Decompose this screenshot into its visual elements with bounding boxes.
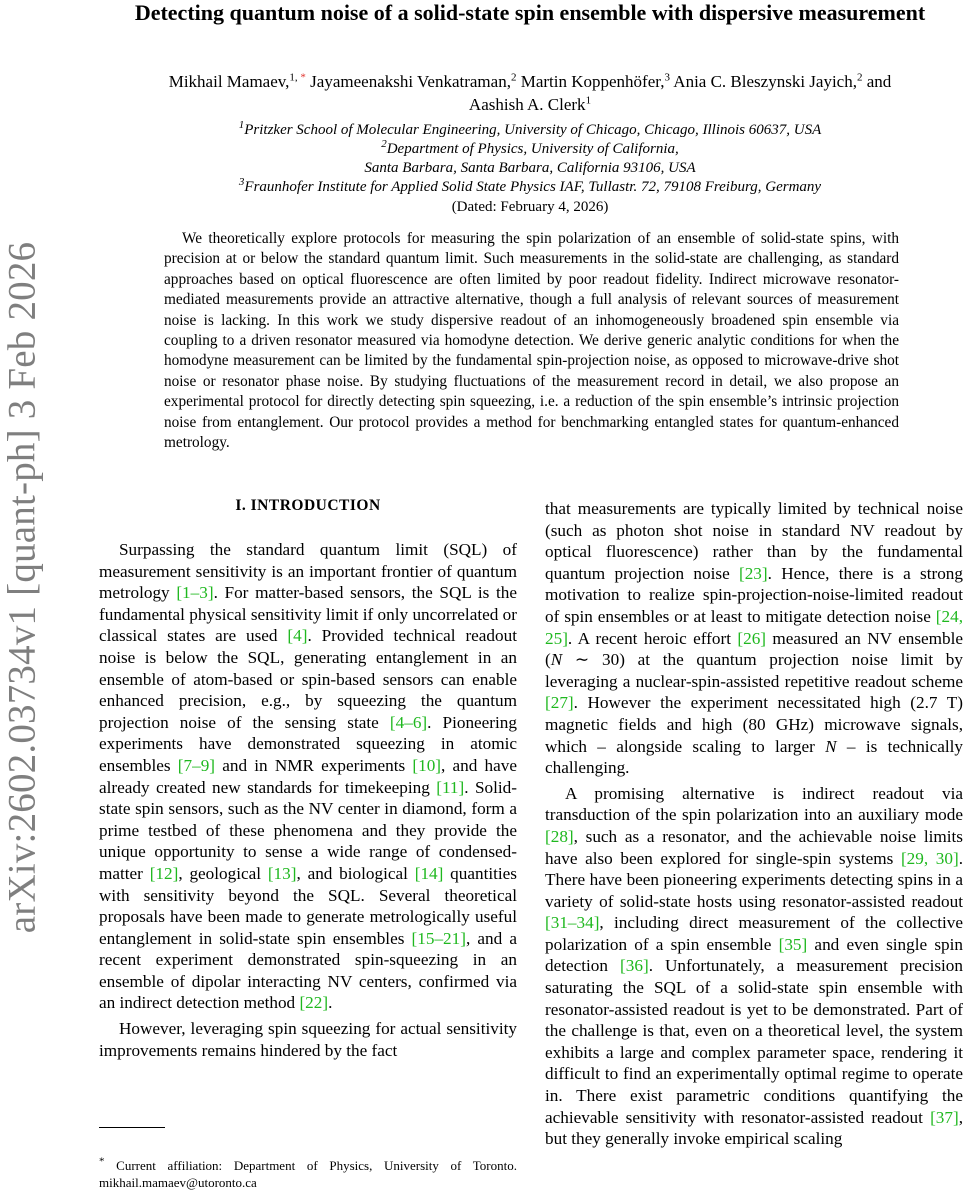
text-run: – is technically challenging.	[545, 736, 963, 778]
citation-link[interactable]: [31–34]	[545, 913, 600, 933]
text-run: that measurements are typically limited by technical noise (such as photon shot noise in standard NV readout by optical fluorescence) rather than by the fundamental quantum projection noise	[545, 499, 963, 583]
citation-link[interactable]: [37]	[930, 1107, 959, 1127]
text-run: Surpassing the standard quantum limit (SQL) of measurement sensitivity is an important frontier of quantum metrology	[99, 540, 517, 603]
author-list	[150, 70, 910, 116]
right-paragraph-1	[545, 498, 963, 779]
citation-link[interactable]: [1–3]	[176, 583, 214, 603]
text-run: , including direct measurement of the collective polarization of a spin ensemble	[545, 913, 963, 954]
text-run: ∼ 30) at the quantum projection noise limit by leveraging a nuclear-spin-assisted repetitive readout scheme	[545, 650, 963, 691]
citation-link[interactable]: [26]	[737, 628, 767, 648]
citation-link[interactable]: [36]	[620, 956, 649, 976]
text-run: , and biological	[296, 863, 415, 883]
citation-link[interactable]: [4–6]	[389, 712, 428, 732]
text-run: , and a recent experiment demonstrated spin-squeezing in an ensemble of dipolar interacting NV centers, confirmed via an indirect detection method	[99, 928, 517, 1013]
right-paragraph-2	[545, 783, 963, 1150]
author-affiliation-mark: 2	[856, 71, 863, 84]
citation-link[interactable]: [4]	[287, 626, 308, 646]
author-name: and Aashish A. Clerk	[468, 72, 892, 114]
text-run: However, leveraging spin squeezing for actual sensitivity improvements remains hindered by the fact	[99, 1019, 517, 1060]
citation-link[interactable]: [11]	[436, 777, 465, 797]
citation-link[interactable]: [24, 25]	[545, 606, 963, 648]
text-run: A promising alternative is indirect readout via transduction of the spin polarization into an auxiliary mode	[545, 783, 963, 825]
citation-link[interactable]: [10]	[412, 755, 442, 775]
author-name: Ania C. Bleszynski Jayich,	[669, 72, 857, 91]
citation-link[interactable]: [12]	[149, 863, 179, 883]
date-line: (Dated: February 4, 2026)	[451, 199, 609, 215]
text-run: N	[550, 650, 563, 670]
text-run: . Pioneering experiments have demonstrated squeezing in atomic ensembles	[99, 712, 517, 775]
left-paragraph-2	[99, 1018, 517, 1061]
left-paragraph-1	[99, 539, 517, 1014]
text-run: . There have been pioneering experiments detecting spins in a variety of solid-state hosts using resonator-assisted readout	[545, 848, 963, 911]
citation-link[interactable]: [29, 30]	[900, 848, 959, 868]
citation-link[interactable]: [14]	[414, 863, 444, 883]
author-affiliation-mark: 1,	[289, 71, 301, 84]
footnote-divider	[99, 1127, 165, 1128]
text-run: . Solid-state spin sensors, such as the NV center in diamond, form a prime testbed of these phenomena and they provide the unique opportunity to sense a wide range of condensed-matter	[99, 777, 517, 883]
citation-link[interactable]: [7–9]	[177, 755, 216, 775]
affiliation-1: $^1$Pritzker School of Molecular Engineering, University of Chicago, Chicago, Illinois 60637, USA	[238, 119, 822, 138]
left-column	[99, 495, 517, 1061]
citation-link[interactable]: [15–21]	[411, 928, 466, 948]
author-affiliation-mark: 3	[664, 71, 670, 84]
citation-link[interactable]: [13]	[267, 863, 297, 883]
author-affiliation-mark: 2	[510, 71, 517, 84]
paper-title: Detecting quantum noise of a solid-state spin ensemble with dispersive measurement	[134, 0, 926, 25]
corresponding-author-link[interactable]: *	[300, 71, 306, 84]
text-run: . Provided technical readout noise is below the SQL, generating entanglement in an ensemble of atom-based or spin-based sensors can enable enhanced precision, e.g., by squeezing the quantum projection noise of the sensing state	[99, 626, 517, 732]
citation-link[interactable]: [22]	[299, 993, 329, 1013]
citation-link[interactable]: [35]	[778, 934, 808, 954]
affiliations	[110, 121, 950, 197]
text-run: N	[825, 736, 837, 756]
citation-link[interactable]: [28]	[545, 826, 574, 846]
arxiv-identifier-stamp: arXiv:2602.03734v1 [quant-ph] 3 Feb 2026	[0, 241, 44, 933]
text-run: and in NMR experiments	[215, 755, 413, 775]
text-run: . For matter-based sensors, the SQL is the fundamental physical sensitivity limit if only uncorrelated or classical states are used	[99, 583, 518, 646]
text-run: , geological	[178, 863, 268, 883]
author-affiliation-mark: 1	[585, 94, 592, 107]
text-run: . However the experiment necessitated high (2.7 T) magnetic fields and high (80 GHz) microwave signals, which – alongside scaling to larger	[545, 693, 963, 756]
author-name: Jayameenakshi Venkatraman,	[305, 72, 511, 91]
citation-link[interactable]: [27]	[545, 693, 574, 713]
abstract-text: We theoretically explore protocols for measuring the spin polarization of an ensemble of solid-state spins, with precision at or below the standard quantum limit. Such measurements in the solid-state are challenging, as standard approaches based on optical fluorescence are often limited by poor readout fidelity. Indirect microwave resonator-mediated measurements provide an attractive alternative, though a full analysis of relevant sources of measurement noise is lacking. In this work we study dispersive readout of an inhomogeneously broadened spin ensemble via coupling to a driven resonator measured via homodyne detection. We derive generic analytic conditions for when the homodyne measurement can be limited by the fundamental spin-projection noise, as opposed to microwave-drive shot noise or resonator phase noise. By studying fluctuations of the measurement record in detail, we also propose an experimental protocol for directly detecting spin squeezing, i.e. a reduction of the spin ensemble’s intrinsic projection noise from entanglement. Our protocol provides a method for benchmarking entangled states for quantum-enhanced metrology.	[164, 230, 899, 452]
author-name: Mikhail Mamaev,	[168, 72, 290, 91]
text-run: . Hence, there is a strong motivation to realize spin-projection-noise-limited readout of spin ensembles or at least to mitigate detection noise	[545, 563, 963, 626]
text-run: and even single spin detection	[545, 934, 963, 976]
affiliation-3: $^3$Fraunhofer Institute for Applied Solid State Physics IAF, Tullastr. 72, 79108 Freiburg, Germany	[238, 176, 822, 195]
affiliation-2: $^2$Department of Physics, University of California,	[381, 138, 679, 157]
text-run: measured an NV ensemble (	[545, 628, 963, 670]
text-run: . Unfortunately, a measurement precision saturating the SQL of a solid-state spin ensemble with resonator-assisted readout is yet to be demonstrated. Part of the challenge is that, even on a theoretical level, the system exhibits a large and complex parameter space, rendering it difficult to find an experimentally optimal regime to operate in. There exist parametric conditions quantifying the achievable sensitivity with resonator-assisted readout	[545, 956, 963, 1127]
citation-link[interactable]: [23]	[738, 563, 768, 583]
footnote: * Current affiliation: Department of Physics, University of Toronto. mikhail.mamaev@utoronto.ca	[99, 1155, 517, 1190]
text-run: , but they generally invoke empirical scaling	[545, 1107, 963, 1149]
author-name: Martin Koppenhöfer,	[516, 72, 665, 91]
text-run: , and have already created new standards for timekeeping	[99, 755, 517, 797]
section-heading: I. INTRODUCTION	[235, 497, 381, 514]
abstract	[164, 229, 899, 453]
text-run: .	[328, 993, 333, 1013]
affiliation-2-cont: Santa Barbara, Santa Barbara, California 93106, USA	[364, 160, 696, 176]
text-run: quantities with sensitivity beyond the SQL. Several theoretical proposals have been made to generate metrologically useful entanglement in solid-state spin ensembles	[99, 863, 517, 948]
right-column	[545, 498, 963, 1150]
text-run: , such as a resonator, and the achievable noise limits have also been explored for single-spin systems	[545, 826, 963, 868]
text-run: . A recent heroic effort	[567, 628, 738, 648]
